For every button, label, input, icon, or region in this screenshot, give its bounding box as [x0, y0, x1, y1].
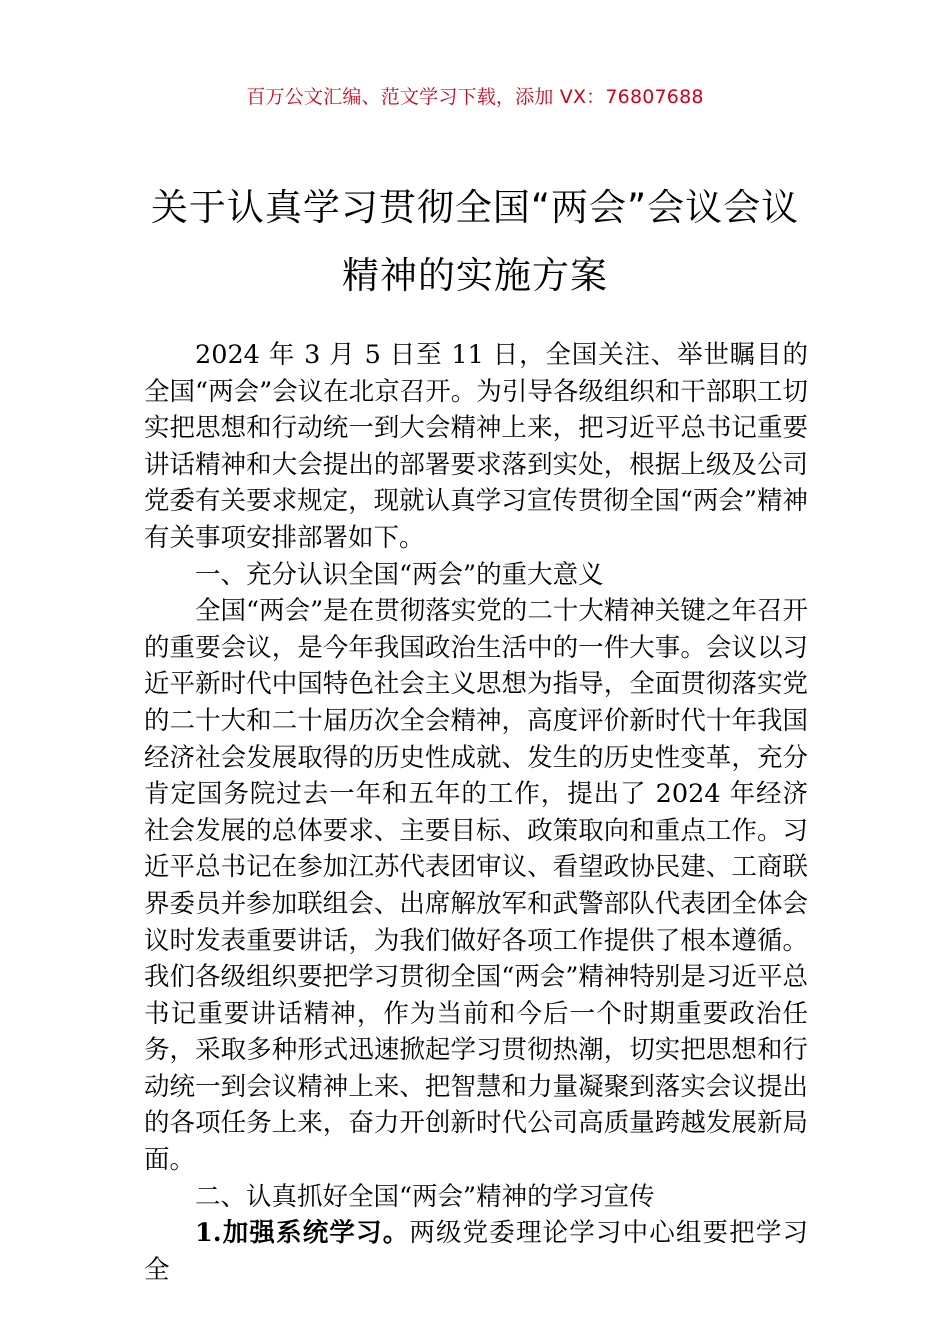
item-1-paragraph — [144, 1215, 808, 1288]
section-1-heading: 一、充分认识全国“两会”的重大意义 — [195, 559, 604, 590]
header-banner: 百万公文汇编、范文学习下载，添加 VX：76807688 — [246, 86, 704, 108]
item-1-lead: 1.加强系统学习。 — [195, 1218, 410, 1249]
item-1-text: 两级党委理论学习中心组要把学习全 — [144, 1218, 808, 1285]
title-line-2: 精神的实施方案 — [342, 254, 608, 297]
section-1-paragraph: 全国“两会”是在贯彻落实党的二十大精神关键之年召开的重要会议，是今年我国政治生活中的一件大事。会议以习近平新时代中国特色社会主义思想为指导，全面贯彻落实党的二十大和二十届历次全会精神，高度评价新时代十年我国经济社会发展取得的历史性成就、发生的历史性变革，充分肯定国务院过去一年和五年的工作，提出了 2024 年经济社会发展的总体要求、主要目标、政策取向和重点工作。习近平总书记在参加江苏代表团审议、看望政协民建、工商联界委员并参加联组会、出席解放军和武警部队代表团全体会议时发表重要讲话，为我们做好各项工作提供了根本遵循。我们各级组织要把学习贯彻全国“两会”精神特别是习近平总书记重要讲话精神，作为当前和今后一个时期重要政治任务，采取多种形式迅速掀起学习贯彻热潮，切实把思想和行动统一到会议精神上来、把智慧和力量凝聚到落实会议提出的各项任务上来，奋力开创新时代公司高质量跨越发展新局面。 — [144, 596, 808, 1176]
document-body — [144, 337, 808, 1288]
title-line-1: 关于认真学习贯彻全国“两会”会议会议 — [150, 186, 800, 229]
section-2-heading: 二、认真抓好全国“两会”精神的学习宣传 — [195, 1181, 655, 1212]
intro-paragraph: 2024 年 3 月 5 日至 11 日，全国关注、举世瞩目的全国“两会”会议在北京召开。为引导各级组织和干部职工切实把思想和行动统一到大会精神上来，把习近平总书记重要讲话精神和大会提出的部署要求落到实处，根据上级及公司党委有关要求规定，现就认真学习宣传贯彻全国“两会”精神有关事项安排部署如下。 — [144, 340, 808, 553]
document-title — [120, 174, 830, 310]
